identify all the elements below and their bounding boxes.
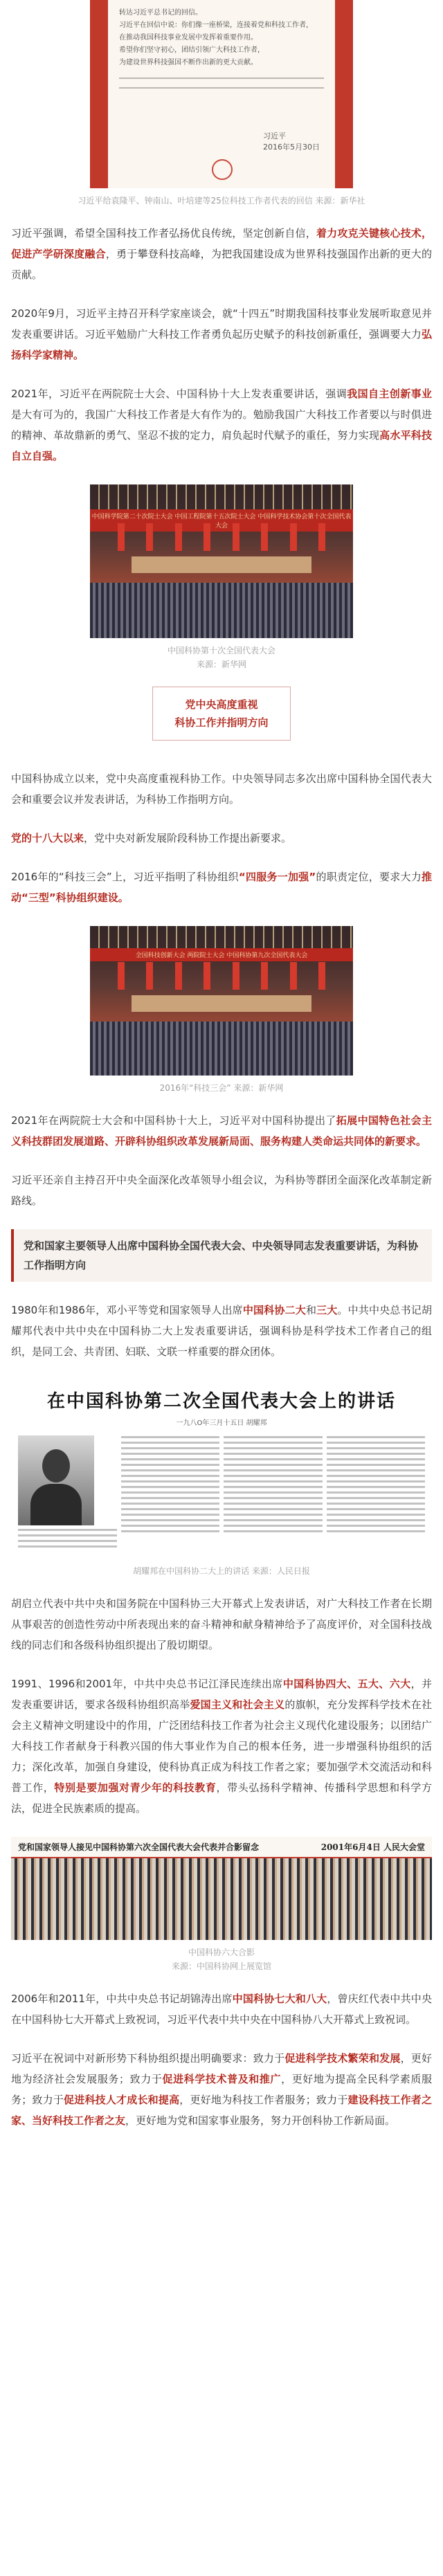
letter-line: 在推动我国科技事业发展中发挥着重要作用。 (119, 34, 257, 42)
caption-line: 中国科协六大合影 (188, 1948, 255, 1957)
text-line (327, 1442, 426, 1444)
text: 2020年9月，习近平主持召开科学家座谈会，就“十四五”时期我国科技事业发展听取意见并发表重要讲话。习近平勉励广大科技工作者勇负起历史赋予的科技创新重任，强调要大力 (11, 307, 432, 341)
flag-icon (175, 523, 182, 551)
paragraph: 习近平还亲自主持召开中央全面深化改革领导小组会议，为科协等群团全面深化改革制定新路线。 (11, 1174, 432, 1207)
letter-line: 转达习近平总书记的回信。 (119, 9, 202, 17)
section-highlight-bar: 党和国家主要领导人出席中国科协全国代表大会、中央领导同志发表重要讲话，为科协工作指明方向 (11, 1229, 432, 1282)
paragraph: 中国科协成立以来，党中央高度重视科协工作。中央领导同志多次出席中国科协全国代表大会和重要会议并发表讲话，为科协工作指明方向。 (11, 772, 432, 806)
text-line (18, 1540, 117, 1542)
text-line (121, 1469, 220, 1471)
text: ，并发表重要讲话，要求各级科协组织高举 (11, 1678, 432, 1711)
flag-icon (146, 523, 153, 551)
text: 。中共中央总书记胡耀邦代表中共中央在中国科协二大上发表重要讲话，强调科协是科学技术工作者自己的组织，是同工会、共青团、妇联、文联一样重要的群众团体。 (11, 1304, 432, 1358)
text-line (224, 1503, 323, 1505)
flags (118, 523, 325, 551)
letter-text (119, 7, 324, 69)
text-line (121, 1519, 220, 1521)
text-line (327, 1508, 426, 1510)
photo-caption (0, 644, 443, 671)
audience (90, 583, 353, 638)
newspaper-column (224, 1433, 323, 1551)
paragraph (0, 1988, 443, 2030)
text-line (18, 1545, 117, 1548)
portrait-body (30, 1484, 82, 1525)
text: ，曾庆红代表中共中央在中国科协七大开幕式上致祝词，习近平代表中共中央在中国科协八大开幕式上致祝词。 (11, 1993, 432, 2026)
text: 1991、1996和2001年，中共中央总书记江泽民连续出席 (11, 1678, 283, 1690)
text-line (327, 1475, 426, 1477)
group-photo (11, 1837, 432, 1940)
photo-caption (0, 1945, 443, 1973)
text-line (224, 1458, 323, 1460)
highlight-text: 特别是要加强对青少年的科技教育 (54, 1781, 217, 1794)
text: ，带头弘扬科学精神、传播科学思想和科学方法，促进全民族素质的提高。 (11, 1781, 432, 1815)
text: 的职责定位，要求大力 (316, 871, 422, 883)
text-line (327, 1464, 426, 1466)
flag-icon (261, 962, 268, 990)
text-line (18, 1529, 117, 1531)
section-heading-line: 科协工作并指明方向 (174, 716, 269, 729)
newspaper-byline: 一九八O年三月十五日 胡耀邦 (176, 1419, 267, 1427)
text-line (224, 1453, 323, 1455)
portrait-head (42, 1449, 70, 1482)
flag-icon (118, 523, 125, 551)
highlight-text: “四服务一加强” (238, 871, 316, 883)
text-line (224, 1530, 323, 1532)
flag-icon (118, 962, 125, 990)
text: 2006年和2011年，中共中央总书记胡锦涛出席 (11, 1993, 233, 2005)
text-line (327, 1503, 426, 1505)
text-line (121, 1497, 220, 1499)
letter-paper (108, 0, 335, 188)
flag-icon (204, 523, 210, 551)
text-line (327, 1530, 426, 1532)
highlight-text: 中国科协四大、五大、六大 (282, 1678, 411, 1690)
text: 是大有可为的，我国广大科技工作者是大有作为的。勉励我国广大科技工作者要以与时俱进的精神、革故鼎新的勇气、坚忍不拔的定力，肩负起时代赋予的重任，努力实现 (11, 408, 432, 442)
paragraph (0, 867, 443, 908)
text-line (121, 1453, 220, 1455)
portrait-photo (18, 1435, 94, 1525)
conference-photo (90, 926, 353, 1076)
paragraph (0, 1110, 443, 1152)
text: 和 (305, 1304, 317, 1316)
text-line (121, 1503, 220, 1505)
text-line (327, 1469, 426, 1471)
flags (118, 962, 325, 990)
highlight-text: 促进科学技术繁荣和发展 (284, 2052, 401, 2065)
text: 2021年在两院院士大会和中国科协十大上，习近平对中国科协提出了 (11, 1114, 336, 1127)
text: ，更好地为党和国家事业服务，努力开创科协工作新局面。 (125, 2114, 396, 2127)
text-line (327, 1491, 426, 1494)
text-line (224, 1514, 323, 1516)
newspaper-headline: 在中国科协第二次全国代表大会上的讲话 (46, 1391, 396, 1412)
text-line (327, 1525, 426, 1527)
text: ，更好地为科技工作者服务；致力于 (179, 2094, 348, 2106)
text-line (327, 1480, 426, 1482)
highlight-text: 我国自主创新事业 (347, 388, 432, 400)
flag-icon (175, 962, 182, 990)
flag-icon (318, 523, 325, 551)
photo-caption: 2016年“科技三会” 来源：新华网 (159, 1083, 284, 1093)
flag-icon (233, 962, 239, 990)
text-line (224, 1436, 323, 1438)
text-line (121, 1458, 220, 1460)
text-line (121, 1525, 220, 1527)
text-line (18, 1534, 117, 1536)
hall-banner: 中国科学院第二十次院士大会 中国工程院第十五次院士大会 中国科学技术协会第十次全国代表大会 (90, 509, 353, 532)
flag-icon (290, 523, 297, 551)
flag-icon (290, 962, 297, 990)
group-photo-title: 党和国家领导人接见中国科协第六次全国代表大会代表并合影留念 (18, 1842, 260, 1852)
highlight-text: 促进科学技术普及和推广 (162, 2073, 282, 2085)
letter-line: 希望你们坚守初心，团结引领广大科技工作者， (119, 46, 264, 54)
newspaper-column (327, 1433, 426, 1551)
text-line (224, 1469, 323, 1471)
text: 的旗帜，充分发挥科学技术在社会主义精神文明建设中的作用，广泛团结科技工作者为社会主义现代化建设服务；以团结广大科技工作者献身于科教兴国的伟大事业作为自己的根本任务，进一步增强科协组织的活力；深化改革，加强自身建设，使科协真正成为科技工作者之家；要加强学术交流活动和科普工作， (11, 1698, 432, 1794)
text-line (224, 1447, 323, 1449)
letter-rule (119, 87, 324, 89)
highlight-text: 三大 (316, 1304, 338, 1316)
highlight-text: 高水平科技自立自强。 (11, 429, 432, 462)
text-line (327, 1458, 426, 1460)
paragraph (0, 1300, 443, 1362)
stage (132, 995, 311, 1012)
highlight-text: 推动“三型”科协组织建设。 (11, 871, 433, 904)
group-photo-date: 2001年6月4日 人民大会堂 (320, 1842, 425, 1852)
newspaper-column (121, 1433, 220, 1551)
letter-date: 2016年5月30日 (263, 143, 320, 152)
section-heading-line: 党中央高度重视 (185, 698, 258, 711)
paragraph (0, 303, 443, 365)
flag-icon (146, 962, 153, 990)
seal-icon (212, 159, 233, 180)
text: ，更好地为提高全民科学素质服务；致力于 (11, 2073, 432, 2106)
text: ，勇于攀登科技高峰，为把我国建设成为世界科技强国作出新的更大的贡献。 (11, 248, 432, 281)
text-line (121, 1442, 220, 1444)
text-line (121, 1486, 220, 1488)
letter-line: 为建设世界科技强国不断作出新的更大贡献。 (119, 59, 257, 66)
flag-icon (318, 962, 325, 990)
text: ，更好地为经济社会发展服务；致力于 (11, 2052, 432, 2085)
paragraph (0, 2048, 443, 2131)
text-line (224, 1525, 323, 1527)
highlight-text: 拓展中国特色社会主义科技群团发展道路、开辟科协组织改革发展新局面、服务构建人类命运共同体的新要求。 (11, 1114, 432, 1148)
text-line (224, 1486, 323, 1488)
text: 习近平强调，希望全国科技工作者弘扬优良传统，坚定创新自信， (11, 227, 316, 239)
text-line (327, 1453, 426, 1455)
paragraph (0, 828, 443, 849)
text-line (224, 1480, 323, 1482)
text-line (121, 1508, 220, 1510)
text-line (121, 1530, 220, 1532)
highlight-text: 党的十八大以来 (11, 832, 84, 844)
highlight-text: 着力攻克关键核心技术，促进产学研深度融合 (11, 227, 432, 260)
paragraph (0, 223, 443, 285)
newspaper-column (18, 1433, 117, 1551)
highlight-text: 促进科技人才成长和提高 (64, 2094, 180, 2106)
photo-caption: 习近平给袁隆平、钟南山、叶培建等25位科技工作者代表的回信 来源：新华社 (78, 196, 365, 206)
highlight-text: 中国科协七大和八大 (232, 1993, 327, 2005)
photo-caption: 胡耀邦在中国科协二大上的讲话 来源：人民日报 (133, 1566, 310, 1576)
text: ，党中央对新发展阶段科协工作提出新要求。 (84, 832, 292, 844)
text-line (224, 1497, 323, 1499)
stage (132, 556, 311, 573)
text-line (224, 1442, 323, 1444)
flag-icon (233, 523, 239, 551)
text-line (224, 1519, 323, 1521)
text-line (121, 1464, 220, 1466)
newspaper-columns (11, 1433, 432, 1551)
group-photo-header (11, 1837, 432, 1857)
highlight-text: 弘扬科学家精神。 (11, 328, 432, 361)
text-line (327, 1497, 426, 1499)
text-line (121, 1475, 220, 1477)
highlight-text: 爱国主义和社会主义 (190, 1698, 285, 1711)
caption-line: 中国科协第十次全国代表大会 (167, 646, 275, 655)
highlight-text: 建设科技工作者之家、当好科技工作者之友 (11, 2094, 432, 2127)
text-line (224, 1491, 323, 1494)
newspaper-clipping (11, 1380, 432, 1559)
text-line (224, 1508, 323, 1510)
text: 1980年和1986年，邓小平等党和国家领导人出席 (11, 1304, 243, 1316)
paragraph (0, 383, 443, 466)
text-line (121, 1491, 220, 1494)
audience (90, 1022, 353, 1076)
text-line (121, 1480, 220, 1482)
text-line (327, 1486, 426, 1488)
flag-icon (204, 962, 210, 990)
caption-line: 来源：中国科协网上展览馆 (171, 1961, 271, 1971)
letter-photo (90, 0, 353, 188)
flag-icon (261, 523, 268, 551)
paragraph: 胡启立代表中共中央和国务院在中国科协三大开幕式上发表讲话，对广大科技工作者在长期从事艰苦的创造性劳动中所表现出来的奋斗精神和献身精神给予了高度评价，对全国科技战线的同志们和各级科协组织提出了殷切期望。 (11, 1597, 432, 1651)
text-line (327, 1447, 426, 1449)
letter-signature (263, 130, 320, 152)
group-photo-image (11, 1857, 432, 1940)
paragraph (0, 1674, 443, 1819)
letter-line: 习近平在回信中说：你们像一座桥梁，连接着党和科技工作者， (119, 21, 313, 29)
highlight-text: 中国科协二大 (242, 1304, 306, 1316)
text-line (121, 1436, 220, 1438)
text-line (327, 1514, 426, 1516)
text: 习近平在祝词中对新形势下科协组织提出明确要求：致力于 (11, 2052, 285, 2065)
letter-signer: 习近平 (263, 131, 286, 140)
section-heading-box (152, 687, 291, 741)
text-line (224, 1475, 323, 1477)
text: 2016年的“科技三会”上，习近平指明了科协组织 (11, 871, 239, 883)
text-line (121, 1447, 220, 1449)
hall-banner: 全国科技创新大会 两院院士大会 中国科协第九次全国代表大会 (90, 948, 353, 961)
text-line (121, 1514, 220, 1516)
text-line (327, 1436, 426, 1438)
text: 2021年，习近平在两院院士大会、中国科协十大上发表重要讲话，强调 (11, 388, 347, 400)
text-line (327, 1519, 426, 1521)
conference-photo (90, 484, 353, 638)
caption-line: 来源：新华网 (196, 660, 246, 669)
text-line (224, 1464, 323, 1466)
letter-rule (119, 78, 324, 79)
